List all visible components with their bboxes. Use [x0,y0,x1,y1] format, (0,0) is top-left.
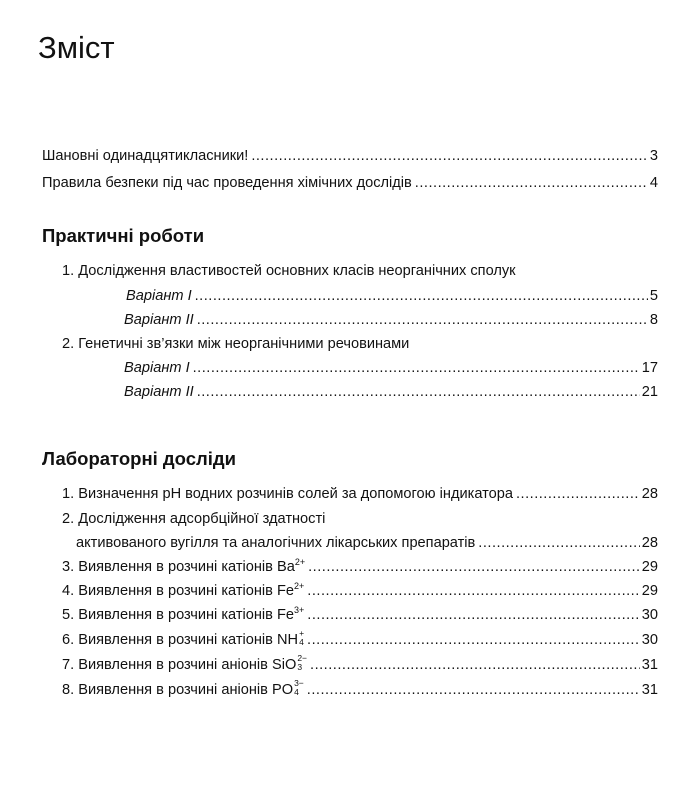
dot-leader [310,656,640,674]
page-number: 29 [641,559,658,575]
dot-leader [197,311,648,329]
toc-entry-label: 3. Виявлення в розчині катіонів $Ba^{2+}$ [62,557,306,575]
page-number: 31 [641,682,658,698]
toc-entry-label: Варіант I [124,360,190,376]
toc-entry-label: Варіант II [124,312,194,328]
toc-entry-variant[interactable] [124,383,658,401]
dot-leader [308,558,640,576]
toc-entry-variant[interactable] [124,359,658,377]
page-number: 8 [649,312,658,328]
page-number: 21 [641,384,658,400]
toc-entry-label: 8. Виявлення в розчині аніонів PO 3− 4 [62,678,304,698]
charge-superscript: + [299,628,305,639]
toc-entry-lab-4[interactable] [62,582,658,600]
section-heading-laboratory: Лабораторні досліди [42,448,237,469]
toc-entry-safety-rules[interactable] [42,174,658,192]
count-subscript: 4 [299,637,304,648]
count-subscript: 4 [294,687,299,698]
toc-entry-label: 7. Виявлення в розчині аніонів SiO 2− 3 [62,653,308,673]
toc-entry-practical-2[interactable]: 2. Генетичні зв’язки між неорганічними речовинами [62,336,410,352]
toc-entry-label: Шановні одинадцятикласники! [42,148,249,164]
dot-leader [307,631,640,649]
toc-entry-label: 4. Виявлення в розчині катіонів $Fe^{2+}$ [62,581,305,599]
count-subscript: 3 [297,662,303,673]
toc-entry-variant[interactable] [124,311,658,329]
toc-entry-label: Варіант II [124,384,194,400]
section-heading-practical: Практичні роботи [42,225,205,246]
toc-entry-label: 1. Визначення pH водних розчинів солей за допомогою індикатора [62,486,513,502]
toc-entry-practical-1[interactable]: 1. Дослідження властивостей основних класів неорганічних сполук [62,263,516,279]
toc-entry-label: активованого вугілля та аналогічних лікарських препаратів [76,535,476,551]
dot-leader [415,174,648,192]
page-number: 28 [641,486,658,502]
page-number: 31 [641,657,658,673]
charge-superscript: 2+ [294,581,305,592]
page-title: Зміст [38,30,115,65]
toc-entry-lab-2[interactable] [76,534,658,552]
ion-sub-superscript [297,654,307,672]
toc-entry-label: 5. Виявлення в розчині катіонів $Fe^{3+}$ [62,605,305,623]
charge-superscript: 3+ [294,605,305,616]
charge-superscript: 2− [297,653,308,664]
charge-superscript: 3− [294,678,304,689]
toc-entry-label: Правила безпеки під час проведення хімічних дослідів [42,175,412,191]
page-number: 29 [641,583,658,599]
page-number: 3 [649,148,658,164]
dot-leader [251,147,648,165]
page-number: 30 [641,632,658,648]
toc-entry-lab-2-line1[interactable]: 2. Дослідження адсорбційної здатності [62,511,326,527]
dot-leader [195,287,648,305]
dot-leader [307,606,639,624]
ion-sub-superscript [294,679,304,697]
dot-leader [307,582,639,600]
page-number: 17 [641,360,658,376]
toc-entry-lab-7[interactable] [62,653,658,674]
page-number: 4 [649,175,658,191]
toc-entry-lab-3[interactable] [62,558,658,576]
charge-superscript: 2+ [294,557,306,568]
toc-entry-variant[interactable] [126,287,658,305]
toc-entry-lab-1[interactable] [62,485,658,503]
toc-entry-lab-6[interactable] [62,628,658,649]
toc-entry-greeting[interactable] [42,147,658,165]
toc-entry-label: Варіант I [126,288,192,304]
page-number: 30 [641,607,658,623]
dot-leader [478,534,639,552]
toc-entry-lab-5[interactable] [62,606,658,624]
dot-leader [193,359,640,377]
ion-sub-superscript [299,629,304,647]
page-number: 5 [649,288,658,304]
toc-entry-lab-8[interactable] [62,678,658,699]
dot-leader [197,383,640,401]
dot-leader [516,485,640,503]
page-number: 28 [641,535,658,551]
toc-entry-label: 6. Виявлення в розчині катіонів NH + 4 [62,628,305,648]
dot-leader [307,681,640,699]
